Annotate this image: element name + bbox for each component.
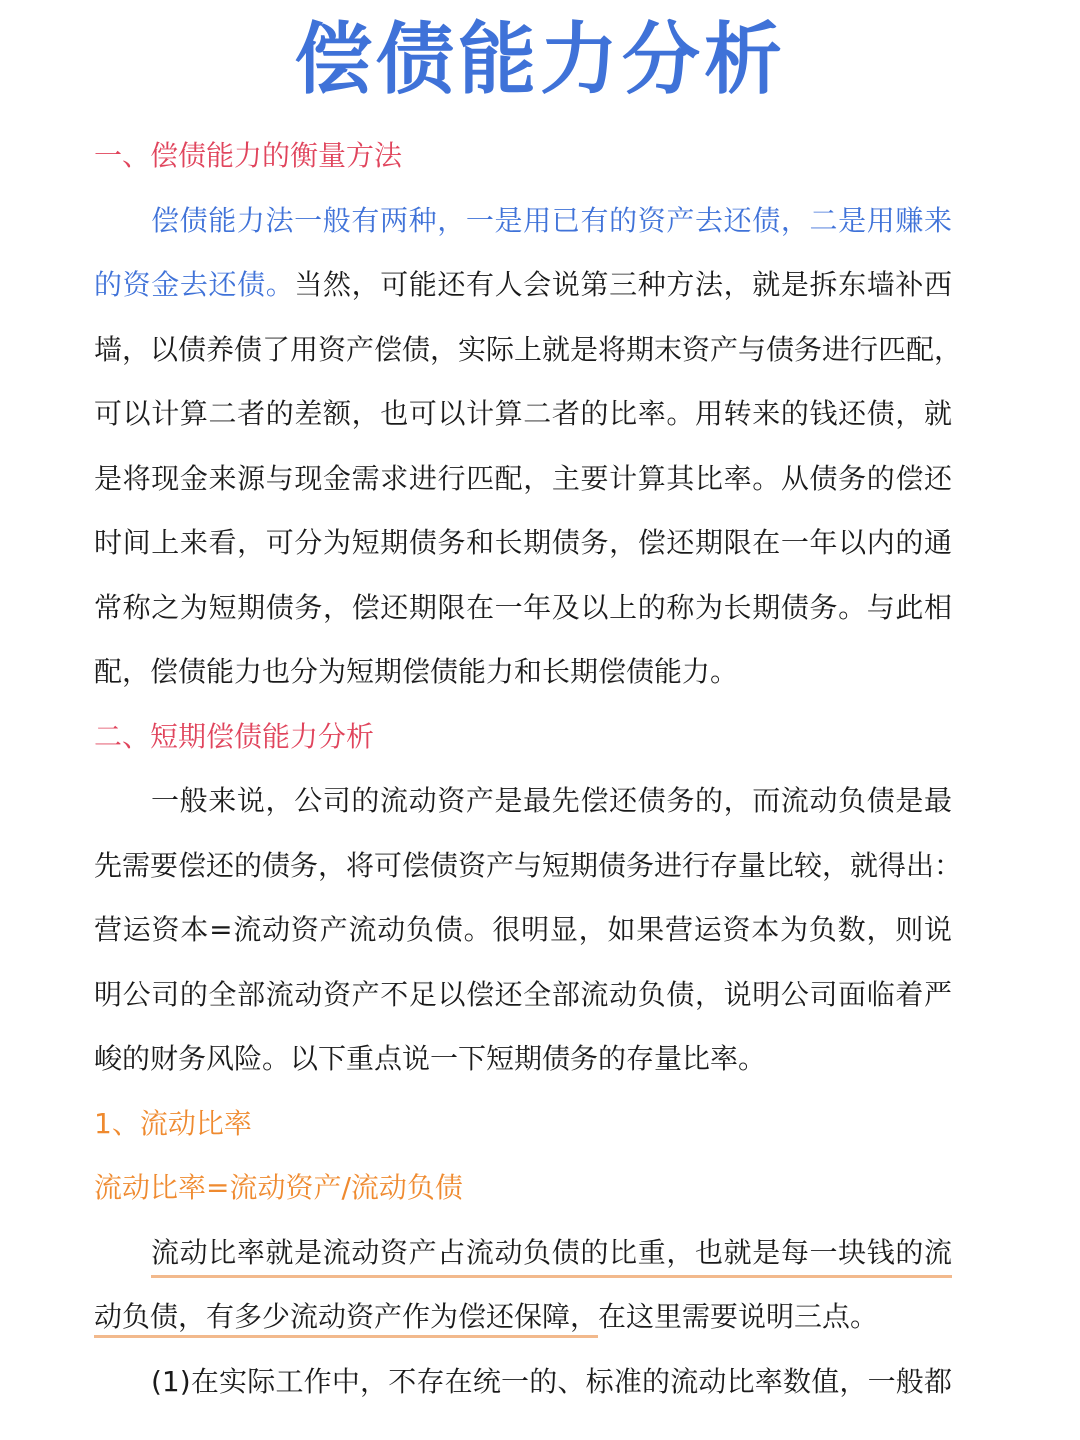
section-heading: 二、短期偿债能力分析	[94, 719, 375, 753]
paragraph-line: 时间上来看，可分为短期债务和长期债务，偿还期限在一年以内的通	[94, 526, 952, 559]
subsection-heading: 1、流动比率	[94, 1106, 252, 1140]
paragraph-line: 是将现金来源与现金需求进行匹配，主要计算其比率。从债务的偿还	[94, 461, 952, 495]
paragraph-line: 一般来说，公司的流动资产是最先偿还债务的，而流动负债是最	[151, 784, 952, 817]
paragraph-line: 可以计算二者的差额，也可以计算二者的比率。用转来的钱还债，就	[94, 397, 952, 430]
paragraph-line: 偿债能力法一般有两种，一是用已有的资产去还债，二是用赚来	[151, 203, 952, 237]
paragraph-line: 营运资本=流动资产流动负债。很明显，如果营运资本为负数，则说	[94, 913, 952, 946]
paragraph-line: 配，偿债能力也分为短期偿债能力和长期偿债能力。	[94, 655, 739, 688]
paragraph-line	[94, 1285, 952, 1350]
formula: 流动比率=流动资产/流动负债	[94, 1171, 463, 1204]
paragraph-line	[94, 253, 952, 318]
page-title: 偿债能力分析	[293, 15, 786, 105]
highlighted-text: 的资金去还债。	[94, 268, 295, 301]
text: 在这里需要说明三点。	[598, 1300, 879, 1333]
section-heading: 一、偿债能力的衡量方法	[94, 139, 403, 172]
text: 当然，可能还有人会说第三种方法，就是拆东墙补西	[294, 268, 952, 301]
paragraph-line: (1)在实际工作中，不存在统一的、标准的流动比率数值，一般都	[151, 1364, 952, 1398]
paragraph-line: 明公司的全部流动资产不足以偿还全部流动负债，说明公司面临着严	[94, 977, 952, 1011]
paragraph-line: 墙，以债养债了用资产偿债，实际上就是将期末资产与债务进行匹配，	[94, 332, 963, 366]
paragraph-line: 常称之为短期债务，偿还期限在一年及以上的称为长期债务。与此相	[94, 590, 952, 624]
document-body	[94, 124, 963, 1414]
paragraph-line: 先需要偿还的债务，将可偿债资产与短期债务进行存量比较，就得出：	[94, 848, 963, 882]
underlined-text: 流动比率就是流动资产占流动负债的比重，也就是每一块钱的流	[151, 1233, 952, 1278]
paragraph-line	[94, 1221, 952, 1286]
underlined-text: 动负债，有多少流动资产作为偿还保障，	[94, 1300, 598, 1338]
paragraph-line: 峻的财务风险。以下重点说一下短期债务的存量比率。	[94, 1042, 767, 1075]
